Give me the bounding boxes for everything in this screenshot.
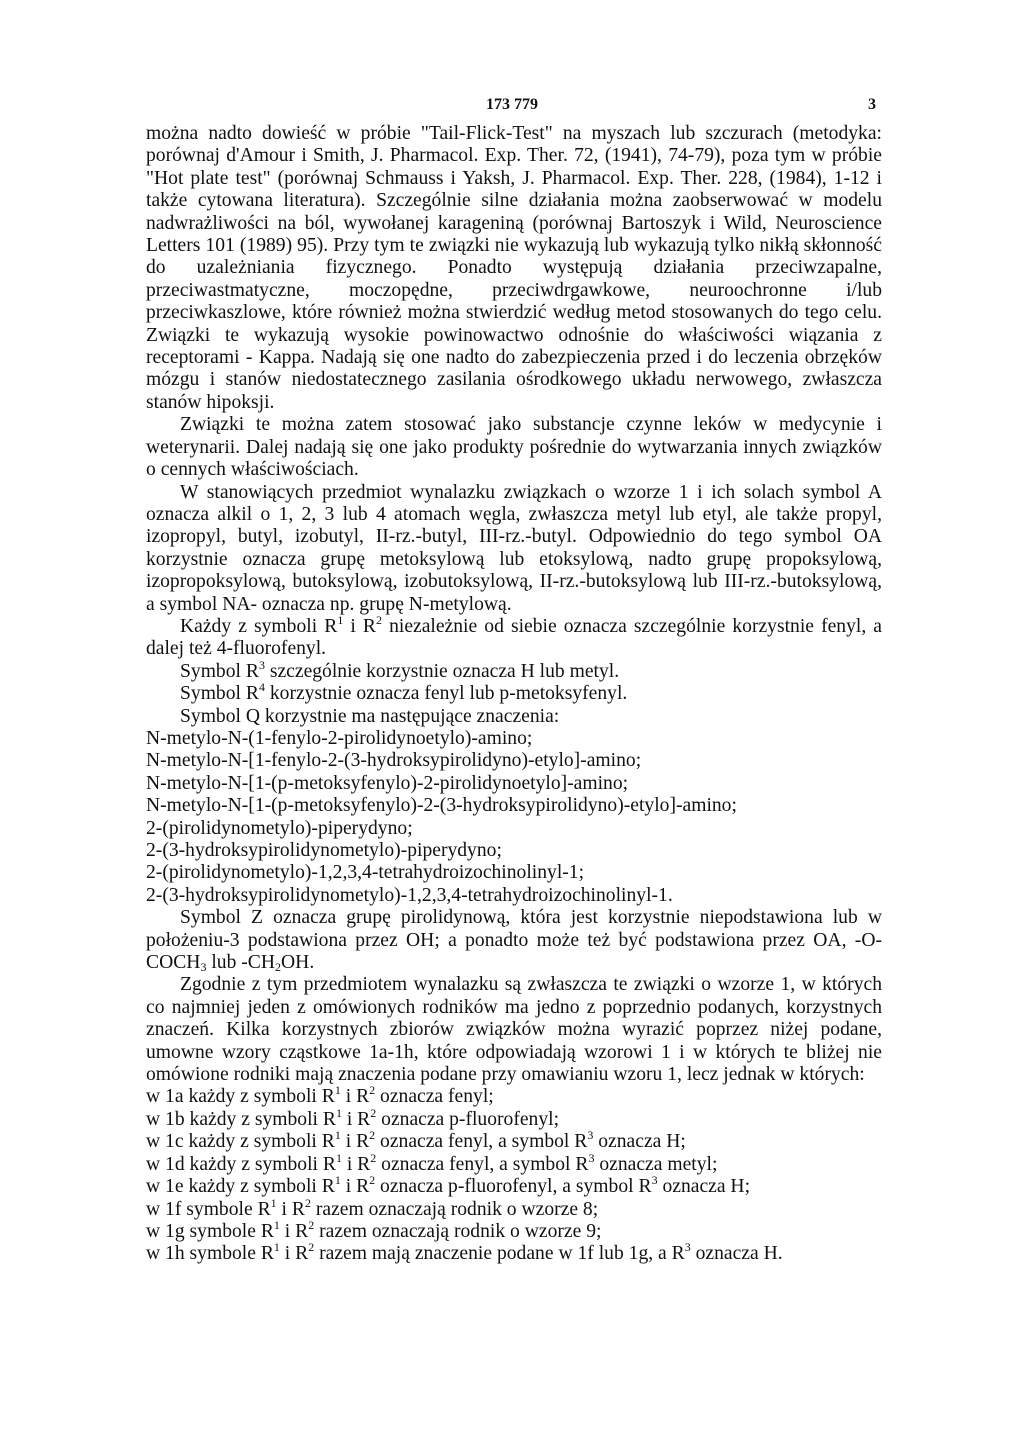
paragraph-r4: Symbol $R^4$ korzystnie oznacza fenyl lub p-metoksyfenyl. [180, 680, 628, 705]
paragraph-uses: Związki te można zatem stosować jako substancje czynne leków w medycynie i weterynarii. Dalej nadają się one jako produkty pośrednie do wytwarzania innych związków o cennych właściwościach. [146, 414, 882, 481]
page-number: 3 [868, 96, 876, 113]
list-item: w 1a każdy z symboli $R^1$ i $R^2$ oznacza fenyl; [146, 1083, 494, 1108]
list-item: w 1f symbole $R^1$ i $R^2$ razem oznaczają rodnik o wzorze 8; [146, 1195, 599, 1220]
paragraph-symbol-q: Symbol Q korzystnie ma następujące znaczenia: [180, 705, 560, 727]
subformula-list [146, 1083, 882, 1265]
document-body [146, 123, 882, 1266]
list-item: w 1h symbole $R^1$ i $R^2$ razem mają znaczenie podane w 1f lub 1g, a $R^3$ oznacza H. [146, 1240, 783, 1265]
list-item: w 1c każdy z symboli $R^1$ i $R^2$ oznacza fenyl, a symbol $R^3$ oznacza H; [146, 1128, 686, 1153]
paragraph-r3: Symbol $R^3$ szczególnie korzystnie oznacza H lub metyl. [180, 657, 620, 682]
list-item: 2-(pirolidynometylo)-piperydyno; [146, 817, 413, 839]
paragraph-symbol-a: W stanowiących przedmiot wynalazku związkach o wzorze 1 i ich solach symbol A oznacza alkil o 1, 2, 3 lub 4 atomach węgla, zwłaszcza metyl lub etyl, ale także propyl, izopropyl, butyl, izobutyl, II-rz.-butyl, III-rz.-butyl. Odpowiednio do tego symbol OA korzystnie oznacza grupę metoksylową lub etoksylową, nadto grupę propoksylową, izopropoksylową, butoksylową, izobutoksylową, II-rz.-butoksylową lub III-rz.-butoksylową, a symbol NA- oznacza np. grupę N-metylową. [146, 481, 882, 615]
list-item: 2-(3-hydroksypirolidynometylo)-piperydyno; [146, 840, 502, 861]
list-item: N-metylo-N-[1-(p-metoksyfenylo)-2-(3-hydroksypirolidyno)-etylo]-amino; [146, 795, 737, 817]
paragraph-r1-r2: Każdy z symboli $R^1$ i $R^2$ niezależnie od siebie oznacza szczególnie korzystnie fenyl, a dalej też 4-fluorofenyl. [146, 612, 883, 660]
list-item: 2-(3-hydroksypirolidynometylo)-1,2,3,4-tetrahydroizochinolinyl-1. [146, 884, 673, 906]
page-header [0, 96, 1024, 120]
paragraph-effects: można nadto dowieść w próbie "Tail-Flick-Test" na myszach lub szczurach (metodyka: porównaj d'Amour i Smith, J. Pharmacol. Exp. Ther. 72, (1941), 74-79), poza tym w próbie "Hot plate test" (porównaj Schmauss i Yaksh, J. Pharmacol. Exp. Ther. 228, (1984), 1-12 i także cytowana literatura). Szczególnie silne działania można zaobserwować w modelu nadwrażliwości na ból, wywołanej karageniną (porównaj Bartoszyk i Wild, Neuroscience Letters 101 (1989) 95). Przy tym te związki nie wykazują lub wykazują tylko nikłą skłonność do uzależniania fizycznego. Ponadto występują działania przeciwzapalne, przeciwastmatyczne, moczopędne, przeciwdrgawkowe, neuroochronne i/lub przeciwkaszlowe, które również można stwierdzić według metod stosowanych do tego celu. Związki te wykazują wysokie powinowactwo odnośnie do właściwości wiązania z receptorami - Kappa. Nadają się one nadto do zabezpieczenia przed i do leczenia obrzęków mózgu i stanów niedostatecznego zasilania ośrodkowego układu nerwowego, zwłaszcza stanów hipoksji. [146, 123, 882, 413]
list-item: w 1b każdy z symboli $R^1$ i $R^2$ oznacza p-fluorofenyl; [146, 1105, 560, 1130]
list-item: w 1d każdy z symboli $R^1$ i $R^2$ oznacza fenyl, a symbol $R^3$ oznacza metyl; [146, 1150, 718, 1175]
q-options-list [146, 728, 882, 907]
list-item: N-metylo-N-(1-fenylo-2-pirolidynoetylo)-amino; [146, 727, 533, 749]
list-item: N-metylo-N-[1-fenylo-2-(3-hydroksypirolidyno)-etylo]-amino; [146, 750, 642, 772]
list-item: w 1e każdy z symboli $R^1$ i $R^2$ oznacza p-fluorofenyl, a symbol $R^3$ oznacza H; [146, 1173, 751, 1198]
list-item: w 1g symbole $R^1$ i $R^2$ razem oznaczają rodnik o wzorze 9; [146, 1217, 602, 1242]
list-item: 2-(pirolidynometylo)-1,2,3,4-tetrahydroizochinolinyl-1; [146, 862, 585, 884]
paragraph-symbol-z: Symbol Z oznacza grupę pirolidynową, która jest korzystnie niepodstawiona lub w położeniu-3 podstawiona przez OH; a ponadto może też być podstawiona przez OA, $-O-COCH_3$ lub $-CH_2OH$. [146, 907, 882, 975]
paragraph-subformulas: Zgodnie z tym przedmiotem wynalazku są zwłaszcza te związki o wzorze 1, w których co najmniej jeden z omówionych rodników ma jedno z poprzednio podanych, korzystnych znaczeń. Kilka korzystnych zbiorów związków można wyrazić poprzez niżej podane, umowne wzory cząstkowe 1a-1h, które odpowiadają wzorowi 1 i w których te bliżej nie omówione rodniki mają znaczenia podane przy omawianiu wzoru 1, lecz jednak w których: [146, 974, 882, 1086]
list-item: N-metylo-N-[1-(p-metoksyfenylo)-2-pirolidynoetylo]-amino; [146, 772, 629, 794]
patent-number: 173 779 [486, 96, 538, 113]
